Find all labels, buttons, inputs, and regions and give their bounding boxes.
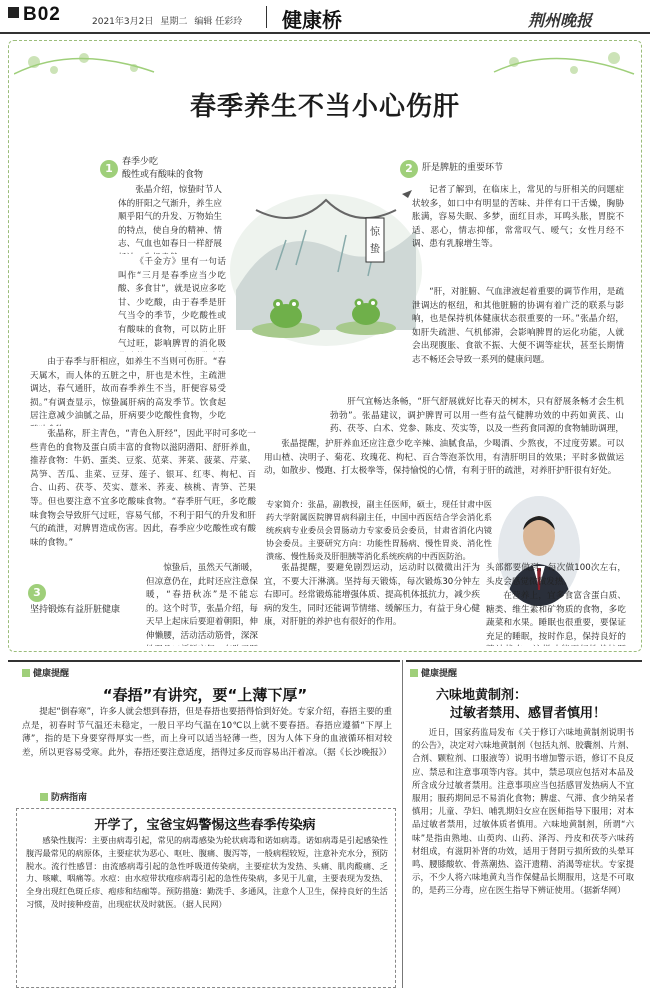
section-number-1: 1 (100, 160, 118, 178)
section-1-paragraph-4: 张晶称，肝主青色，“青色入肝经”，因此平时可多吃一些青色的食物及蛋白质丰富的食物以滋阴潜阳、舒肝养血，推荐食物：牛奶、蛋类、豆浆、苋菜、荠菜、菠菜、芹菜、莴笋、苦瓜、韭菜、豆芽、莲子、银耳、红枣、枸杞、百合、山药、茯苓、芡实、薏米、荞麦、核桃、青笋、芒果等。但也要注意不宜多吃酸味食物。“春季肝气旺，多吃酸味食物会导致肝气过旺，容易气郁，不利于阳气的升发和肝气的疏泄，对脾胃造成伤害。因此，春季应少吃酸性或有酸味的食物。” (30, 429, 256, 548)
rule (8, 660, 400, 662)
rule (406, 660, 642, 662)
section-3-paragraph-3: 头部都要做到，每次做100次左右，头皮会感觉微微发热。 (486, 563, 626, 587)
article-spring-warmth-headline: “春捂”有讲究，要“上薄下厚” (102, 686, 308, 704)
article-infectious-headline: 开学了，宝爸宝妈警惕这些春季传染病 (94, 818, 316, 833)
column-tag-disease-guide: 防病指南 (40, 790, 87, 803)
issue-weekday: 星期二 (160, 17, 188, 27)
article-infectious-body: 感染性腹泻：主要由病毒引起，常见的病毒感染为轮状病毒和诺如病毒。诺如病毒是引起感染性腹泻最常见的病原体，主要症状为恶心、呕吐、腹痛、腹泻等，一般病程较短，注意补充水分，预防脱水。流行性感冒：由流感病毒引起的急性呼吸道传染病，主要症状为发热、头痛、肌肉酸痛、乏力、咳嗽、咽痛等。水痘：由水痘带状疱疹病毒引起的急性传染病，多见于儿童，主要表现为发热、全身出现红色斑丘疹、疱疹和结痂等。预防措施：勤洗手、多通风，注意个人卫生，保持良好的生活习惯，及时接种疫苗，出现症状及时就医。（据人民网） (26, 835, 388, 909)
column-tag-health-tip-right: 健康提醒 (410, 666, 457, 679)
section-2-paragraph-4: 张晶提醒，护肝养血还应注意少吃辛辣、油腻食品，少喝酒、少熬夜，不过度劳累。可以用山楂、决明子、菊花、玫瑰花、枸杞、百合等泡茶饮用，有清肝明目的效果；平时多做做运动，如散步、慢跑、打太极拳等，保持愉悦的心情，有利于肝的疏泄，对养肝护肝很有好处。 (264, 439, 624, 477)
issue-meta (92, 14, 249, 27)
page-title: 春季养生不当小心伤肝 (189, 92, 460, 122)
section-number-2: 2 (400, 160, 418, 178)
expert-bio: 专家简介：张晶，副教授，副主任医师，硕士，现任甘肃中医药大学附属医院脾胃病科副主任，中国中西医结合学会消化系统疾病专业委员会胃肠动力专家委员会委员，甘肃省消化内镜协会委员。主要研究方向：功能性胃肠病、慢性胃炎、消化性溃疡、慢性肠炎及肝胆胰等消化系统疾病的中西医防治。 (266, 499, 492, 561)
svg-text:蛰: 蛰 (370, 244, 380, 255)
section-1-paragraph-1: 张晶介绍，惊蛰时节人体的肝阳之气渐升，养生应顺乎阳气的升发、万物始生的特点，使自身的精神、情志、气血也如春日一样舒展 (118, 185, 222, 250)
newspaper-name: 荆州晚报 (528, 11, 593, 30)
spring-frog-illustration (226, 180, 426, 348)
column-tag-health-tip: 健康提醒 (22, 666, 69, 679)
section-2-heading: 肝是脾脏的重要环节 (422, 163, 504, 173)
divider (266, 6, 267, 28)
section-2-paragraph-3: 肝气宜畅达条畅，“肝气舒展就好比春天的树木，只有舒展条畅才会生机勃勃”。张晶建议，调护脾胃可以用一些有益气健脾功效的中药如黄芪、山药、茯苓、白术、党参、陈皮、芡实等，以及一些药食同源的食物辅助调理， (330, 397, 624, 435)
page-number: B02 (8, 4, 61, 26)
section-2-paragraph-1: 记者了解到，在临床上，常见的与肝相关的问题症状较多，如口中有明显的苦味、并伴有口干舌燥，胸胁胀满，容易失眠、多梦，面红目赤，耳鸣头胀，胃脘不适、恶心，情志抑郁，常常叹气、嗳气；女性月经不调、患有乳腺增生等。 (412, 185, 624, 250)
section-1-paragraph-3: 由于春季与肝相应，如养生不当则可伤肝。“春天属木，而人体的五脏之中，肝也是木性，主疏泄调达，春气通肝，故而春季养生不当，肝便容易受损。”有调查显示，惊蛰属肝病的高发季节。饮食起居注意减少油腻之品，肝病要少吃酸性食物，少吃 (30, 357, 226, 422)
section-3-paragraph-1: 惊蛰后，虽然天气渐暖，但凉意仍在，此时还应注意保暖，“春捂秋冻”是不能忘的。这个时节，张晶介绍，每天早上起床后要迎着朝阳，伸伸懒腰，活动活动筋骨，深深 (146, 563, 258, 641)
section-1-paragraph-2: 《千金方》里有一句话叫作“三月是春季应当少吃酸、多食甘”，就是说应多吃甘、少吃酸，由于春季是肝气当令的季节，少吃酸性或有酸味的食物，可以防止肝气过旺，影响脾胃的消化吸 (118, 257, 226, 349)
article-spring-warmth-body: 提起“倒春寒”，许多人就会想到春捂，但是春捂也要捂得恰到好处。专家介绍，春捂主要的重点是，初春时节气温还未稳定，一般日平均气温在10℃以上就不要春捂。春捂应遵循“下厚上薄”，指的是下身要穿得厚实一些，而上身可以适当轻薄一些，因为人体下身的血液循环相对较差，所以更容易受寒。此外，春捂还要注意适度，捂得过多反而容易出汗着凉。（据《长沙晚报》） (22, 707, 392, 758)
article-liuwei-headline-2: 过敏者禁用、感冒者慎用！ (450, 706, 607, 721)
floral-border-decoration (14, 44, 636, 84)
section-3-heading: 坚持锻炼有益肝脏健康 (30, 605, 121, 615)
article-liuwei-body: 近日，国家药监局发布《关于修订六味地黄制剂说明书的公告》，决定对六味地黄制剂（包括丸剂、胶囊剂、片剂、合剂、颗粒剂、口服液等）说明书增加警示语，修订不良反应、禁忌和注意事项等内容。其中，禁忌项应包括对本品及所含成分过敏者禁用。注意事项应当包括感冒发热病人不宜服用；服药期间忌不易消化食物；脾虚、气滞、食少纳呆者慎用；儿童、孕妇、哺乳期妇女应在医师指导下服用；对本品过敏者禁用，过敏体质者慎用。六味地黄制剂，所谓“六味”是指由熟地、山萸肉、山药、泽泻、丹皮和茯苓六味药材组成，有滋阴补肾的功效，适用于肾阴亏损所致的头晕耳鸣、腰膝酸软、骨蒸潮热、盗汗遗精、消渴等症状。专家提示，不少人将六味地黄丸当作保健品长期服用，这是不可取的，是药三分毒，应在医生指导下辨证使用。（据新华网） (412, 727, 634, 896)
issue-date: 2021年3月2日 (92, 17, 154, 27)
section-1-heading: 春季少吃 酸性或有酸味的食物 (122, 157, 204, 180)
section-number-3: 3 (28, 584, 46, 602)
square-icon (8, 7, 19, 18)
section-3-paragraph-4: 在营养上，宜多食富含蛋白质、糖类、维生素和矿物质的食物，多吃蔬菜和水果。睡眠也很重要，要保证充足的睡眠，按时作息，保持良好的 (486, 591, 626, 642)
article-liuwei-headline-1: 六味地黄制剂： (436, 688, 528, 703)
section-2-paragraph-2: “肝，对脏腑、气血津液起着重要的调节作用，是疏泄调达的枢纽，和其他脏腑的协调有着广泛的联系与影响，也是保持机体健康状态很重要的一环。”张晶介绍，如肝失疏泄、气机郁滞，会影响脾胃的运化功能，人就会出现腹胀、食欲不振、大便不调等症状，甚至长期情志不畅还会导致一系列的健康问题。 (412, 287, 624, 365)
section-title: 健康桥 (282, 8, 342, 32)
column-divider (402, 660, 403, 988)
section-3-paragraph-2: 张晶提醒，要避免剧烈运动，运动时以微微出汗为宜，不要大汗淋漓。坚持每天锻炼，每次锻炼30分钟左右即可。经常锻炼能增强体质、提高机体抵抗力，减少疾病的发生，同时还能调节情绪、缓解压力，有益于身心健康，对肝脏的养护也有很好的作用。 (264, 563, 480, 628)
editor-credit: 编辑 任彩玲 (194, 17, 243, 27)
svg-text:惊: 惊 (370, 227, 380, 238)
